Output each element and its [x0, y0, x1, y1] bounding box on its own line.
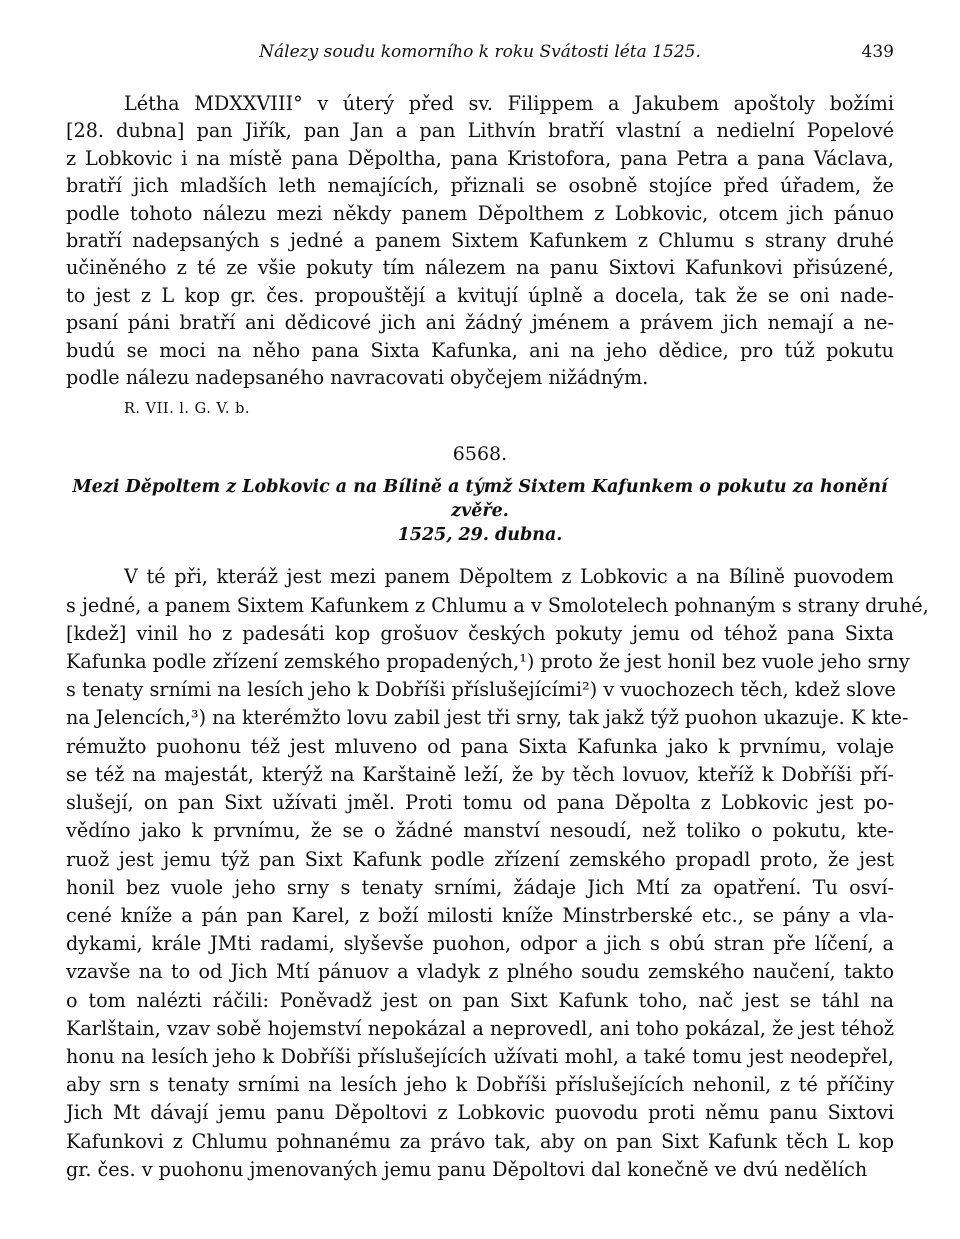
text-line: gr. čes. v puohonu jmenovaných jemu panu Děpoltovi dal konečně ve dvú nedělích: [66, 1157, 868, 1181]
text-line: aby srn s tenaty srními na lesích jeho k Dobříši příslušejících nehonil, z té příčiny: [66, 1073, 894, 1097]
text-line: podle nálezu nadepsaného navracovati obyčejem nižádným.: [66, 366, 649, 390]
text-line: vzavše na to od Jich Mtí pánuov a vladyk z plného soudu zemského naučení, takto: [66, 960, 894, 984]
text-line: V té při, kteráž jest mezi panem Děpoltem z Lobkovic a na Bílině puovodem: [124, 565, 894, 589]
page-number: 439: [861, 42, 894, 62]
entry-title-line-1: Mezi Děpoltem z Lobkovic a na Bílině a týmž Sixtem Kafunkem o pokutu za honění zvěře.: [72, 477, 888, 522]
text-line: bratří jich mladších leth nemajících, přiznali se osobně stojíce před úřadem, že: [66, 174, 894, 198]
text-line: s jedné, a panem Sixtem Kafunkem z Chlumu a v Smolotelech pohnaným s strany druhé,: [66, 593, 929, 617]
text-line: Karlštain, vzav sobě hojemství nepokázal a neprovedl, ani toho pokázal, že jest téhož: [66, 1016, 894, 1040]
text-line: dykami, krále JMti radami, slyševše puohon, odpor a jich s obú stran pře líčení, a: [66, 932, 894, 956]
text-line: Létha MDXXVIII° v úterý před sv. Filippem a Jakubem apoštoly božími: [124, 92, 894, 115]
text-line: se též na majestát, kterýž na Karštaině leží, že by těch lovuov, kteříž k Dobříši pří-: [66, 762, 894, 786]
text-line: o tom nalézti ráčili: Poněvadž jest on pan Sixt Kafunk toho, nač jest se táhl na: [66, 988, 894, 1012]
text-line: psaní páni bratří ani dědicové jich ani žádný jménem a právem jich nemají a ne-: [66, 311, 894, 335]
text-line: honu na lesích jeho k Dobříši příslušejících užívati mohl, a také tomu jest neodepřel,: [66, 1044, 894, 1068]
text-line: učiněného z té ze všie pokuty tím nálezem na panu Sixtovi Kafunkovi přisúzené,: [66, 256, 894, 280]
text-line: rémužto puohonu též jest mluveno od pana Sixta Kafunka jako k prvnímu, volaje: [66, 734, 894, 758]
text-line: vědíno jako k prvnímu, že se o žádné manství nesoudí, než toliko o pokutu, kte-: [66, 819, 894, 843]
running-header: [66, 38, 894, 66]
previous-entry-paragraph: [66, 90, 894, 391]
text-line: ruož jest jemu týž pan Sixt Kafunk podle zřízení zemského propadl proto, že jest: [66, 847, 894, 871]
text-line: [kdež] vinil ho z padesáti kop grošuov českých pokuty jemu od téhož pana Sixta: [66, 621, 894, 645]
text-line: Kafunka podle zřízení zemského propadených,¹) proto že jest honil bez vuole jeho srny: [66, 650, 910, 674]
running-title: Nálezy soudu komorního k roku Svátosti léta 1525.: [259, 42, 701, 62]
text-line: s tenaty srními na lesích jeho k Dobříši příslušejícími²) v vuochozech těch, kdež slove: [66, 678, 896, 702]
text-line: honil bez vuole jeho srny s tenaty srními, žádaje Jich Mtí za opatření. Tu osví-: [66, 875, 894, 899]
text-line: budú se moci na něho pana Sixta Kafunka, ani na jeho dědice, pro túž pokutu: [66, 338, 894, 362]
entry-number: 6568.: [452, 443, 508, 466]
text-line: to jest z L kop gr. čes. propouštějí a kvitují úplně a docela, tak že se oni nade-: [66, 283, 894, 307]
entry-body-paragraph: [66, 563, 929, 1183]
text-line: [28. dubna] pan Jiřík, pan Jan a pan Lithvín bratří vlastní a nedielní Popelové: [66, 119, 894, 143]
entry-title: [66, 475, 894, 547]
text-line: Jich Mt dávají jemu panu Děpoltovi z Lobkovic puovodu proti němu panu Sixtovi: [66, 1101, 894, 1125]
text-line: bratří nadepsaných s jedné a panem Sixtem Kafunkem z Chlumu s strany druhé: [66, 229, 894, 253]
text-line: na Jelencích,³) na kterémžto lovu zabil jest tři srny, tak jakž týž puohon ukazuje. K kte-: [66, 706, 909, 730]
text-line: podle tohoto nálezu mezi někdy panem Děpolthem z Lobkovic, otcem jich pánuo: [66, 201, 894, 225]
text-line: z Lobkovic i na místě pana Děpoltha, pana Kristofora, pana Petra a pana Václava,: [66, 146, 894, 170]
text-line: cené kníže a pán pan Karel, z boží milosti kníže Minstrberské etc., se pány a vla-: [66, 903, 894, 927]
text-line: slušejí, on pan Sixt užívati jměl. Proti tomu od pana Děpolta z Lobkovic jest po-: [66, 791, 894, 815]
source-reference: R. VII. l. G. V. b.: [124, 401, 250, 418]
document-page: [66, 38, 929, 1228]
text-line: Kafunkovi z Chlumu pohnanému za právo tak, aby on pan Sixt Kafunk těch L kop: [66, 1129, 894, 1153]
entry-date: 1525, 29. dubna.: [397, 525, 563, 546]
